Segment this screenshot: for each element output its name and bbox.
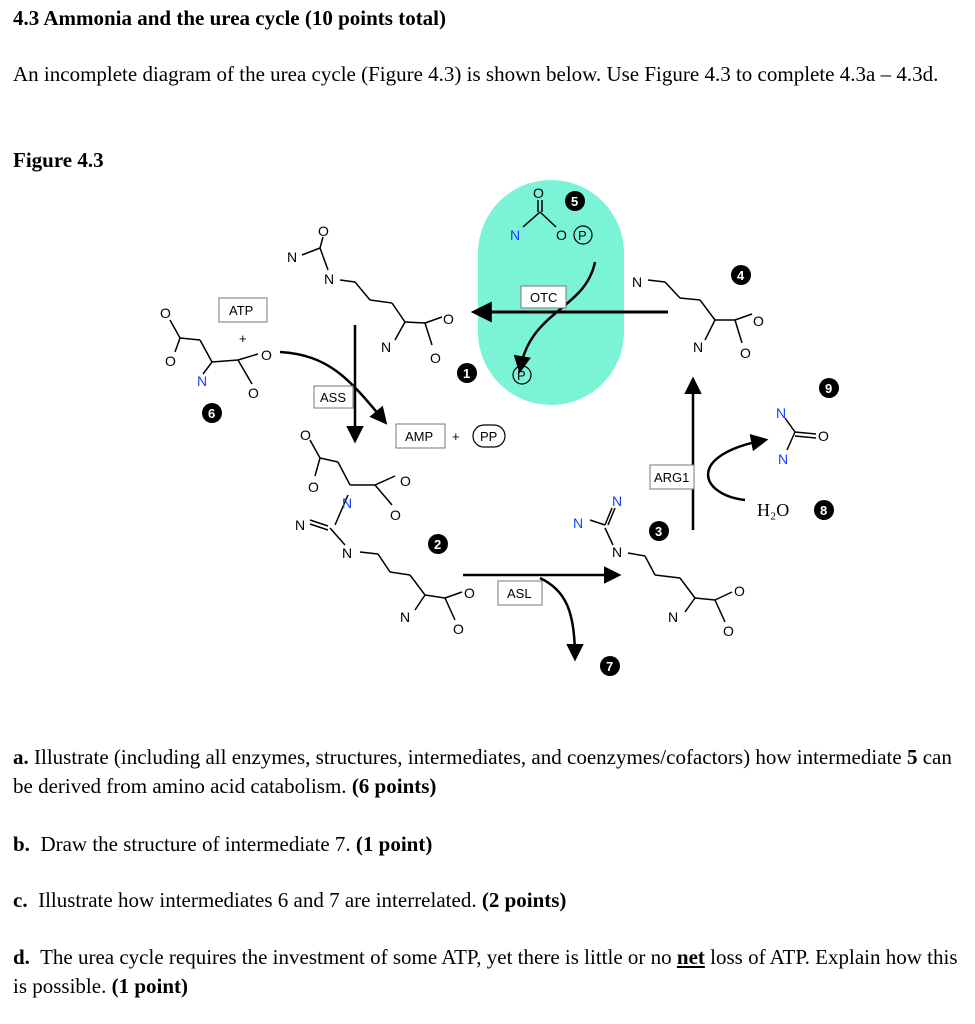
atom-o: O	[464, 585, 475, 601]
atom-n: N	[197, 373, 208, 389]
question-c	[13, 886, 963, 915]
question-letter: c.	[13, 888, 28, 912]
arg1-side-arrow	[708, 440, 765, 500]
atom-n: N	[776, 405, 787, 421]
atom-n: N	[342, 545, 353, 561]
atom-o: O	[723, 623, 734, 639]
question-a	[13, 743, 963, 801]
question-b	[13, 830, 963, 859]
intro-paragraph: An incomplete diagram of the urea cycle (Figure 4.3) is shown below. Use Figure 4.3 to complete 4.3a – 4.3d.	[13, 62, 939, 86]
atom-n: N	[324, 271, 335, 287]
question-points: (1 point)	[111, 974, 189, 998]
number-1: 1	[463, 366, 471, 381]
question-bold-number: 5	[906, 745, 918, 769]
number-5: 5	[571, 194, 579, 209]
atom-n: N	[295, 517, 306, 533]
atom-o: O	[556, 227, 567, 243]
atom-n: N	[381, 339, 392, 355]
atom-o: O	[818, 428, 829, 444]
question-letter: d.	[13, 945, 30, 969]
question-letter: a.	[13, 745, 29, 769]
question-points: (6 points)	[351, 774, 437, 798]
question-text: loss of ATP. Explain how this is possible.	[13, 945, 958, 998]
asl-side-arrow	[540, 578, 575, 658]
atom-o: O	[318, 223, 329, 239]
question-text: can be derived from amino acid catabolism.	[13, 745, 952, 798]
atom-o: O	[390, 507, 401, 523]
atom-n: N	[693, 339, 704, 355]
question-text: Illustrate how intermediates 6 and 7 are interrelated.	[38, 888, 482, 912]
citrulline-structure	[302, 237, 442, 345]
question-text: Illustrate (including all enzymes, structures, intermediates, and coenzymes/cofactors) how intermediate	[34, 745, 907, 769]
atom-o: O	[165, 353, 176, 369]
number-2: 2	[434, 537, 442, 552]
phosphate-label: P	[517, 368, 526, 383]
question-points: (2 points)	[481, 888, 567, 912]
atom-o: O	[533, 185, 544, 201]
aspartate-structure	[170, 320, 258, 384]
question-text: The urea cycle requires the investment of some ATP, yet there is little or no	[40, 945, 677, 969]
enzyme-ass: ASS	[320, 390, 347, 405]
atom-o: O	[400, 473, 411, 489]
enzyme-arg1: ARG1	[654, 470, 690, 485]
atom-n: N	[573, 515, 584, 531]
atom-o: O	[308, 479, 319, 495]
atom-o: O	[734, 583, 745, 599]
atom-n: N	[287, 249, 298, 265]
number-8: 8	[820, 503, 828, 518]
plus-sign: +	[452, 429, 460, 444]
atom-n: N	[632, 274, 643, 290]
question-d	[13, 943, 963, 1001]
atom-o: O	[443, 311, 454, 327]
atom-n: N	[612, 544, 623, 560]
atom-o: O	[753, 313, 764, 329]
plus-sign: +	[239, 331, 247, 346]
water-label: H₂O	[757, 500, 790, 520]
urea-structure	[785, 418, 816, 450]
atom-n: N	[510, 227, 521, 243]
atom-n: N	[400, 609, 411, 625]
atom-n: N	[778, 451, 789, 467]
atom-n: N	[342, 495, 353, 511]
cofactor-amp: AMP	[405, 429, 434, 444]
atom-o: O	[740, 345, 751, 361]
enzyme-asl: ASL	[507, 586, 532, 601]
atom-o: O	[430, 350, 441, 366]
atom-n: N	[612, 493, 623, 509]
number-6: 6	[208, 406, 216, 421]
number-3: 3	[655, 524, 663, 539]
phosphate-label: P	[578, 228, 587, 243]
question-text: Draw the structure of intermediate 7.	[40, 832, 356, 856]
figure-label: Figure 4.3	[13, 148, 104, 172]
atom-o: O	[453, 621, 464, 637]
argininosuccinate-structure	[310, 440, 462, 620]
atom-o: O	[261, 347, 272, 363]
atom-o: O	[160, 305, 171, 321]
cofactor-atp: ATP	[229, 303, 254, 318]
question-points: (1 point)	[355, 832, 433, 856]
atom-o: O	[300, 427, 311, 443]
atom-o: O	[248, 385, 259, 401]
question-letter: b.	[13, 832, 30, 856]
page-title: 4.3 Ammonia and the urea cycle (10 points total)	[13, 6, 447, 30]
question-emphasis: net	[676, 945, 705, 969]
number-4: 4	[737, 268, 745, 283]
number-9: 9	[825, 381, 833, 396]
enzyme-otc: OTC	[530, 290, 558, 305]
atom-n: N	[668, 609, 679, 625]
cofactor-pp: PP	[480, 429, 498, 444]
number-7: 7	[606, 659, 614, 674]
